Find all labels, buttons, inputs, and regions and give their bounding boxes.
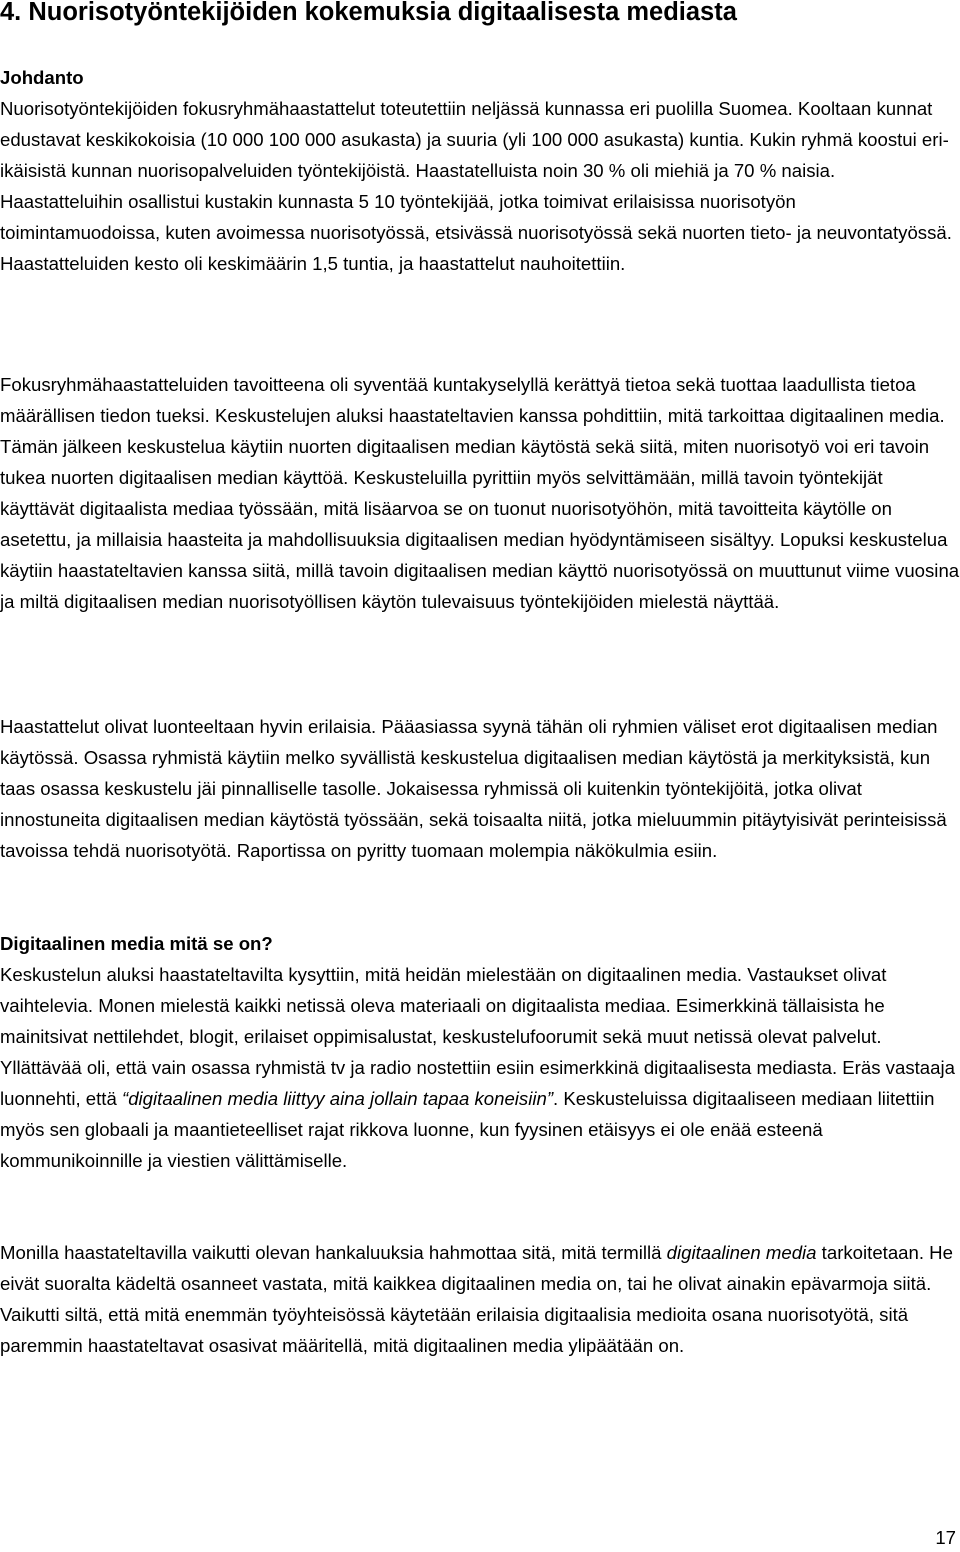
- intro-paragraph-3: Haastattelut olivat luonteeltaan hyvin erilaisia. Pääasiassa syynä tähän oli ryhmien väliset erot digitaalisen median käytössä. Osassa ryhmistä käytiin melko syvällistä keskustelua digitaalisen median käytöstä ja merkityksistä, kun taas osassa keskustelu jäi pinnalliselle tasolle. Jokaisessa ryhmissä oli kuitenkin työntekijöitä, jotka olivat innostuneita digitaalisen median käytöstä työssään, sekä toisaalta niitä, jotka mieluummin pitäytyisivät perinteisissä tavoissa tehdä nuorisotyötä. Raportissa on pyritty tuomaan molempia näkökulmia esiin.: [0, 716, 947, 861]
- intro-paragraph-2: Fokusryhmähaastatteluiden tavoitteena oli syventää kuntakyselyllä kerättyä tietoa sekä tuottaa laadullista tietoa määrällisen tiedon tueksi. Keskustelujen aluksi haastateltavien kanssa pohdittiin, mitä tarkoittaa digitaalinen media. Tämän jälkeen keskustelua käytiin nuorten digitaalisen median käytöstä sekä siitä, miten nuorisotyö voi eri tavoin tukea nuorten digitaalisen median käyttöä. Keskusteluilla pyrittiin myös selvittämään, millä tavoin työntekijät käyttävät digitaalista mediaa työssään, mitä lisäarvoa se on tuonut nuorisotyöhön, mitä tavoitteita käytölle on asetettu, ja millaisia haasteita ja mahdollisuuksia digitaalisen median hyödyntämiseen sisältyy. Lopuksi keskustelua käytiin haastateltavien kanssa siitä, millä tavoin digitaalisen median käyttö nuorisotyössä on muuttunut viime vuosina ja miltä digitaalisen median nuorisotyöllisen käytön tulevaisuus työntekijöiden mielestä näyttää.: [0, 374, 960, 612]
- digital-media-section: [0, 928, 960, 1176]
- digital-media-paragraph-2: [0, 1237, 960, 1361]
- intro-paragraph-2-block: [0, 369, 960, 617]
- intro-paragraph-3-block: [0, 711, 960, 866]
- intro-section: [0, 62, 960, 279]
- chapter-title: 4. Nuorisotyöntekijöiden kokemuksia digitaalisesta mediasta: [0, 0, 737, 26]
- quote-text: digitaalinen media liittyy aina jollain tapaa koneisiin: [128, 1088, 547, 1109]
- term-emphasis: digitaalinen media: [666, 1242, 817, 1263]
- section-heading-johdanto: Johdanto: [0, 67, 84, 88]
- paragraph-text: . Keskusteluissa digitaaliseen mediaan liitettiin myös sen globaali ja maantieteelliset rajat rikkova luonne, kun fyysinen etäisyys ei ole enää esteenä kommunikoinnille ja viestien välittämiselle.: [0, 1088, 935, 1171]
- page-number: 17: [935, 1527, 956, 1548]
- digital-media-paragraph-2-block: [0, 1237, 960, 1361]
- paragraph-text: tarkoitetaan. He eivät suoralta kädeltä osanneet vastata, mitä kaikkea digitaalinen media on, tai he olivat ainakin epävarmoja siitä. Vaikutti siltä, että mitä enemmän työyhteisössä käytetään erilaisia digitaalisia medioita osana nuorisotyötä, sitä paremmin haastateltavat osasivat määritellä, mitä digitaalinen media ylipäätään on.: [0, 1242, 953, 1356]
- respondent-quote: “digitaalinen media liittyy aina jollain tapaa koneisiin”: [122, 1088, 554, 1109]
- paragraph-text: Keskustelun aluksi haastateltavilta kysyttiin, mitä heidän mielestään on digitaalinen media. Vastaukset olivat vaihtelevia. Monen mielestä kaikki netissä oleva materiaali on digitaalista mediaa. Esimerkkinä tällaisista he mainitsivat nettilehdet, blogit, erilaiset oppimisalustat, keskustelufoorumit sekä muut netissä olevat palvelut. Yllättävää oli, että vain osassa ryhmistä tv ja radio nostettiin esiin esimerkkinä digitaalisesta mediasta. Eräs vastaaja luonnehti, että: [0, 964, 955, 1109]
- digital-media-paragraph-1: [0, 959, 960, 1176]
- section-heading-digital-media: Digitaalinen media mitä se on?: [0, 933, 273, 954]
- paragraph-text: Monilla haastateltavilla vaikutti olevan hankaluuksia hahmottaa sitä, mitä termillä: [0, 1242, 667, 1263]
- intro-paragraph-1: Nuorisotyöntekijöiden fokusryhmähaastattelut toteutettiin neljässä kunnassa eri puolilla Suomea. Kooltaan kunnat edustavat keskikokoisia (10 000 100 000 asukasta) ja suuria (yli 100 000 asukasta) kuntia. Kukin ryhmä koostui eri-ikäisistä kunnan nuorisopalveluiden työntekijöistä. Haastatelluista noin 30 % oli miehiä ja 70 % naisia. Haastatteluihin osallistui kustakin kunnasta 5 10 työntekijää, jotka toimivat erilaisissa nuorisotyön toimintamuodoissa, kuten avoimessa nuorisotyössä, etsivässä nuorisotyössä sekä nuorten tieto- ja neuvontatyössä. Haastatteluiden kesto oli keskimäärin 1,5 tuntia, ja haastattelut nauhoitettiin.: [0, 98, 952, 274]
